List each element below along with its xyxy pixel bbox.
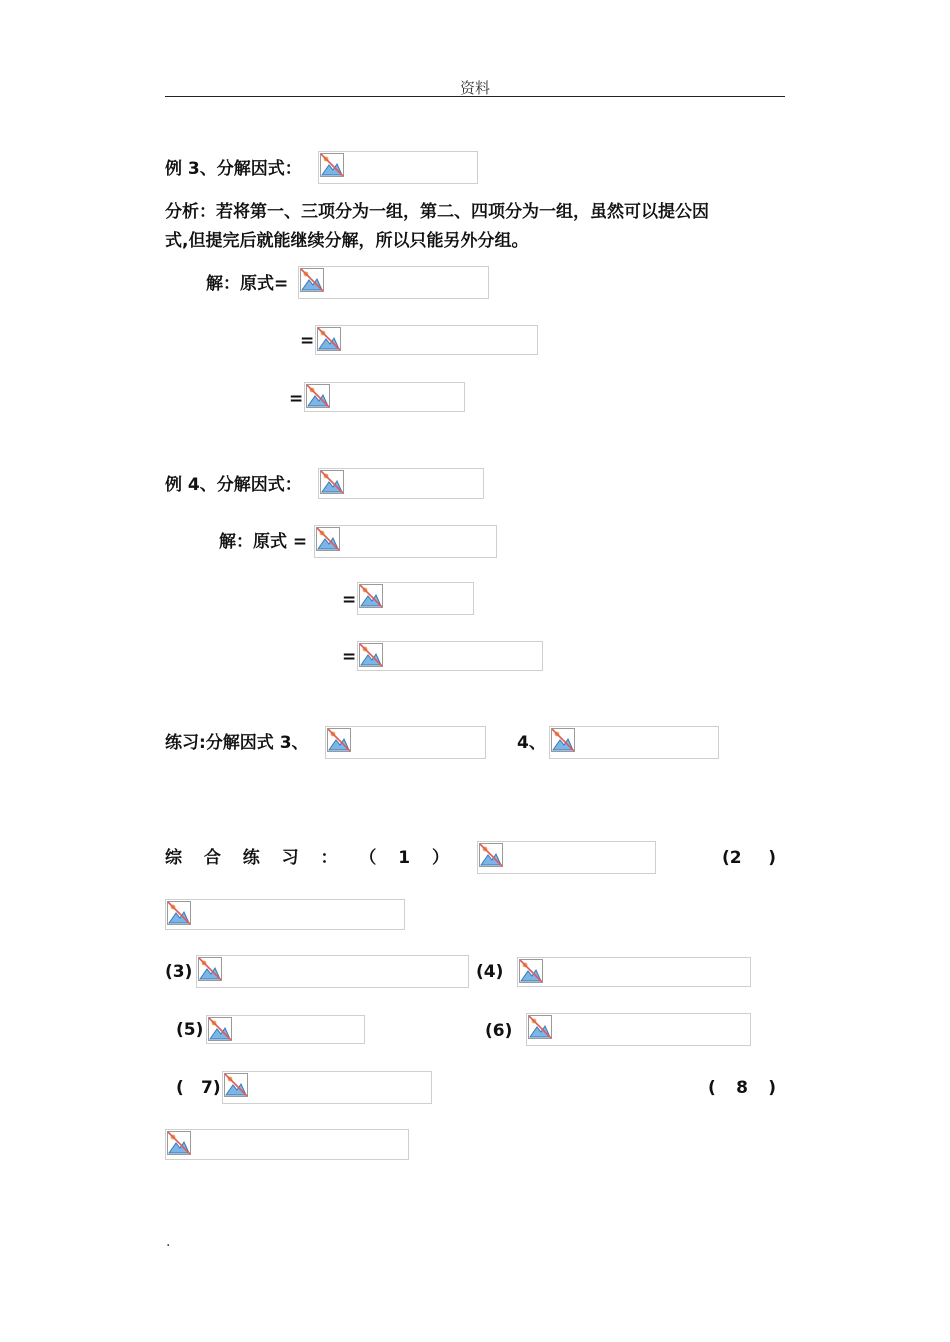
formula-image (222, 1071, 432, 1104)
broken-image-icon (320, 470, 344, 494)
example3-solution-label: 解：原式= (206, 274, 289, 294)
example3-title: 例 3、分解因式： (165, 159, 302, 179)
broken-image-icon (300, 268, 324, 292)
label-char: 1 (398, 848, 411, 868)
label-char: ） (431, 848, 449, 868)
broken-image-icon (198, 957, 222, 981)
comprehensive-item-2 (722, 844, 776, 872)
comprehensive-item-6: (6) (485, 1021, 513, 1041)
formula-image (315, 325, 538, 355)
broken-image-icon (479, 843, 503, 867)
comprehensive-item-3: (3) (165, 962, 193, 982)
broken-image-icon (528, 1015, 552, 1039)
example4-solution-label: 解：原式 = (219, 532, 308, 552)
label-char: 习 (281, 848, 299, 868)
comprehensive-item-5: (5) (176, 1020, 204, 1040)
formula-image (526, 1013, 751, 1046)
formula-image (298, 266, 489, 299)
comprehensive-item-4: (4) (476, 962, 504, 982)
comprehensive-item-7-open: ( (176, 1078, 184, 1098)
label-char: 合 (203, 848, 221, 868)
broken-image-icon (208, 1017, 232, 1041)
formula-image (165, 1129, 409, 1160)
formula-image (318, 468, 484, 499)
label-char: 练 (242, 848, 260, 868)
header-divider (165, 96, 785, 97)
item-8-open: ( (708, 1078, 716, 1098)
page-header-title: 资料 (459, 79, 490, 97)
footer-mark: . (166, 1234, 171, 1250)
formula-image (304, 382, 465, 412)
item-2-paren: ) (768, 848, 776, 868)
formula-image (206, 1015, 365, 1044)
broken-image-icon (306, 384, 330, 408)
example3-analysis-line2: 式,但提完后就能继续分解，所以只能另外分组。 (165, 231, 529, 251)
broken-image-icon (320, 153, 344, 177)
item-8-close: ) (768, 1078, 776, 1098)
label-char: （ (359, 848, 377, 868)
formula-image (318, 151, 478, 184)
comprehensive-item-8 (708, 1074, 776, 1102)
formula-image (165, 899, 405, 930)
practice-label: 练习:分解因式 3、 (165, 733, 309, 753)
comprehensive-label (165, 844, 449, 872)
formula-image (357, 641, 543, 671)
formula-image (314, 525, 497, 558)
broken-image-icon (316, 527, 340, 551)
formula-image (549, 726, 719, 759)
formula-image (196, 955, 469, 988)
formula-image (357, 582, 474, 615)
broken-image-icon (167, 901, 191, 925)
label-char: 综 (165, 848, 182, 868)
broken-image-icon (359, 643, 383, 667)
example3-equals-2: = (289, 389, 304, 409)
example3-equals-1: = (300, 331, 315, 351)
formula-image (517, 957, 751, 987)
practice-item-4: 4、 (517, 733, 546, 753)
example4-equals-2: = (342, 647, 357, 667)
formula-image (325, 726, 486, 759)
broken-image-icon (359, 584, 383, 608)
example4-title: 例 4、分解因式： (165, 475, 302, 495)
comprehensive-item-7: 7) (201, 1078, 221, 1098)
broken-image-icon (224, 1073, 248, 1097)
item-8-number: 8 (736, 1078, 748, 1098)
example3-analysis-line1: 分析：若将第一、三项分为一组，第二、四项分为一组，虽然可以提公因 (165, 202, 709, 222)
broken-image-icon (551, 728, 575, 752)
example4-equals-1: = (342, 590, 357, 610)
item-2-label: (2 (722, 848, 742, 868)
broken-image-icon (519, 959, 543, 983)
formula-image (477, 841, 656, 874)
broken-image-icon (317, 327, 341, 351)
label-char: ： (320, 848, 338, 868)
broken-image-icon (327, 728, 351, 752)
broken-image-icon (167, 1131, 191, 1155)
